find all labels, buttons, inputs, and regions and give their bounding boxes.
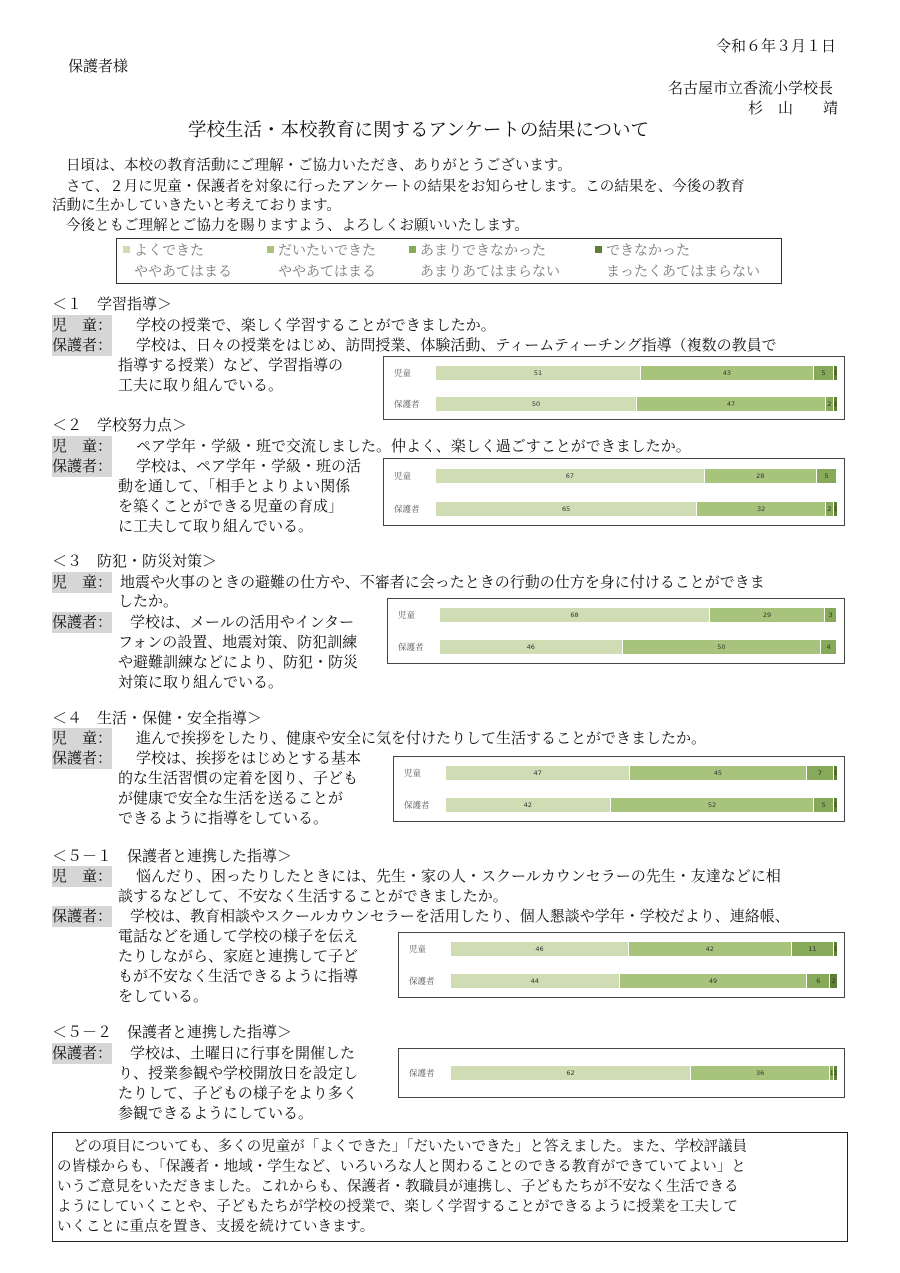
section-heading: ＜５－２ 保護者と連携した指導＞ xyxy=(52,1023,293,1041)
chart-bar-segment xyxy=(630,766,806,780)
legend-item xyxy=(409,262,560,282)
chart-bar-segment xyxy=(705,469,817,483)
parent-statement: フォンの設置、地震対策、防犯訓練 xyxy=(118,633,358,651)
parent-label: 保護者： xyxy=(52,1044,113,1062)
chart-category-label: 児童 xyxy=(398,611,416,621)
section-heading: ＜３ 防犯・防災対策＞ xyxy=(52,552,218,570)
chart-bar-segment xyxy=(834,766,838,780)
parent-statement: や避難訓練などにより、防犯・防災 xyxy=(118,653,359,671)
chart-data-label: 1 xyxy=(833,945,838,953)
chart-data-label: 43 xyxy=(722,368,732,377)
summary-line: どの項目についても、多くの児童が「よくできた」「だいたいできた」と答えました。また、学校評議員 xyxy=(73,1139,747,1155)
parent-statement: 参観できるようにしている。 xyxy=(118,1104,314,1122)
chart-category-label: 児童 xyxy=(394,471,412,482)
chart-data-label: 42 xyxy=(523,801,532,809)
legend-swatch xyxy=(267,246,274,253)
chart-data-label: 62 xyxy=(566,1069,575,1077)
chart-category-label: 児童 xyxy=(409,945,427,955)
parent-statement: 学校は、ペア学年・学級・班の活 xyxy=(136,457,362,475)
child-label: 児 童： xyxy=(52,316,113,334)
parent-statement: 学校は、挨拶をはじめとする基本 xyxy=(136,749,362,767)
parent-statement: が健康で安全な生活を送ることが xyxy=(118,789,344,807)
chart-data-label: 29 xyxy=(762,611,772,619)
chart-bar xyxy=(436,397,838,411)
chart-data-label: 1 xyxy=(833,399,838,408)
child-label: 児 童： xyxy=(52,867,113,885)
chart-bar xyxy=(436,502,838,516)
chart-data-label: 5 xyxy=(821,368,826,377)
chart-bar-segment xyxy=(691,1066,830,1080)
summary-line: ようにしていくことや、子どもたちが学校の授業で、楽しく学習することができるように授業を工夫して xyxy=(57,1199,738,1215)
chart-bar xyxy=(446,798,838,812)
survey-chart xyxy=(383,356,845,420)
chart-data-label: 1 xyxy=(829,1069,834,1077)
chart-bar-segment xyxy=(446,798,611,812)
parent-statement: たりして、子どもの様子をより多く xyxy=(118,1084,358,1102)
chart-bar-segment xyxy=(446,766,630,780)
chart-category-label: 保護者 xyxy=(394,399,420,410)
parent-statement: 学校は、メールの活用やインター xyxy=(130,613,355,631)
parent-statement: 的な生活習慣の定着を図り、子ども xyxy=(118,769,359,787)
chart-data-label: 50 xyxy=(717,643,726,651)
chart-bar-segment xyxy=(825,608,837,622)
chart-data-label: 51 xyxy=(533,368,543,377)
chart-data-label: 36 xyxy=(755,1069,765,1077)
survey-chart xyxy=(383,458,845,526)
parent-label: 保護者： xyxy=(52,907,113,925)
chart-data-label: 42 xyxy=(705,945,714,953)
intro-line: さて、２月に児童・保護者を対象に行ったアンケートの結果をお知らせします。この結果を、今後の教育 xyxy=(66,179,745,195)
chart-data-label: 52 xyxy=(707,801,717,809)
parent-statement: 工夫に取り組んでいる。 xyxy=(118,376,284,394)
parent-statement: もが不安なく生活できるように指導 xyxy=(118,967,359,985)
child-question: したか。 xyxy=(118,592,179,610)
chart-bar-segment xyxy=(834,397,838,411)
chart-bar xyxy=(451,1066,838,1080)
section-heading: ＜４ 生活・保健・安全指導＞ xyxy=(52,709,263,727)
chart-bar-segment xyxy=(807,766,834,780)
chart-data-label: 68 xyxy=(570,611,579,619)
chart-data-label: 28 xyxy=(756,471,765,480)
chart-bar-segment xyxy=(837,640,838,654)
chart-bar-segment xyxy=(821,640,837,654)
chart-category-label: 児童 xyxy=(394,368,412,379)
addressee: 保護者様 xyxy=(68,57,129,75)
chart-bar-segment xyxy=(834,366,838,380)
summary-line: いくことに重点を置き、支援を続けていきます。 xyxy=(57,1219,375,1235)
school-name: 名古屋市立香流小学校長 xyxy=(668,79,834,97)
child-label: 児 童： xyxy=(52,437,113,455)
survey-chart xyxy=(387,598,845,664)
survey-chart xyxy=(393,756,845,822)
child-question: ペア学年・学級・班で交流しました。仲よく、楽しく過ごすことができましたか。 xyxy=(136,437,691,455)
summary-line: の皆様からも、「保護者・地域・学生など、いろいろな人と関わることのできる教育ができていてよい」と xyxy=(57,1159,746,1175)
child-question: 学校の授業で、楽しく学習することができましたか。 xyxy=(136,316,496,334)
legend-swatch xyxy=(409,246,416,253)
chart-data-label: 47 xyxy=(533,769,542,777)
child-label: 児 童： xyxy=(52,729,113,747)
chart-bar xyxy=(451,942,838,956)
legend-item xyxy=(595,241,690,261)
chart-bar-segment xyxy=(451,942,629,956)
legend-item xyxy=(123,262,232,282)
intro-line: 今後ともご理解とご協力を賜りますよう、よろしくお願いいたします。 xyxy=(66,218,529,234)
page-title: 学校生活・本校教育に関するアンケートの結果について xyxy=(188,120,650,141)
chart-data-label: 45 xyxy=(713,769,723,777)
chart-data-label: 32 xyxy=(756,504,766,513)
chart-bar-segment xyxy=(451,1066,691,1080)
chart-bar-segment xyxy=(637,397,826,411)
chart-bar-segment xyxy=(436,469,705,483)
chart-bar-segment xyxy=(629,942,792,956)
chart-data-label: 7 xyxy=(817,769,822,777)
parent-label: 保護者： xyxy=(52,457,113,475)
chart-data-label: 1 xyxy=(833,504,838,513)
parent-statement: 指導する授業）など、学習指導の xyxy=(118,356,344,374)
survey-chart xyxy=(398,1048,845,1098)
chart-bar-segment xyxy=(436,397,637,411)
child-question: 地震や火事のときの避難の仕方や、不審者に会ったときの行動の仕方を身に付けることができま xyxy=(120,573,765,591)
chart-bar-segment xyxy=(807,974,830,988)
legend-label: よくできた xyxy=(134,243,204,259)
parent-statement: 学校は、教育相談やスクールカウンセラーを活用したり、個人懇談や学年・学校だより、連絡帳、 xyxy=(130,907,790,925)
chart-bar-segment xyxy=(440,640,623,654)
chart-category-label: 保護者 xyxy=(394,504,420,515)
parent-label: 保護者： xyxy=(52,749,113,767)
chart-bar-segment xyxy=(837,469,838,483)
chart-data-label: 1 xyxy=(833,368,838,377)
child-question: 進んで挨拶をしたり、健康や安全に気を付けたりして生活することができましたか。 xyxy=(136,729,707,747)
chart-bar-segment xyxy=(817,469,837,483)
child-label: 児 童： xyxy=(52,573,113,591)
chart-category-label: 保護者 xyxy=(409,1069,435,1079)
legend-item xyxy=(595,262,760,282)
chart-bar xyxy=(440,608,838,622)
chart-bar-segment xyxy=(710,608,825,622)
chart-category-label: 保護者 xyxy=(404,801,430,811)
parent-statement: 対策に取り組んでいる。 xyxy=(118,673,284,691)
chart-bar-segment xyxy=(641,366,814,380)
chart-data-label: 50 xyxy=(531,399,541,408)
intro-line: 活動に生かしていきたいと考えております。 xyxy=(52,198,341,214)
chart-bar-segment xyxy=(834,798,838,812)
parent-statement: に工夫して取り組んでいる。 xyxy=(118,517,314,535)
summary-box xyxy=(52,1132,848,1242)
parent-statement: を築くことができる児童の育成」 xyxy=(118,497,344,515)
parent-statement: 電話などを通して学校の様子を伝え xyxy=(118,927,359,945)
chart-bar-segment xyxy=(830,974,838,988)
parent-label: 保護者： xyxy=(52,613,113,631)
chart-data-label: 65 xyxy=(562,504,571,513)
chart-bar xyxy=(446,766,838,780)
legend-label: ややあてはまる xyxy=(278,264,376,280)
legend-label: できなかった xyxy=(606,243,690,259)
legend-item xyxy=(123,241,204,261)
chart-data-label: 49 xyxy=(708,977,718,985)
parent-label: 保護者： xyxy=(52,336,113,354)
chart-data-label: 5 xyxy=(821,801,826,809)
chart-data-label: 11 xyxy=(808,945,817,953)
chart-category-label: 児童 xyxy=(404,769,422,779)
legend-label: だいたいできた xyxy=(278,243,376,259)
parent-statement: をしている。 xyxy=(118,987,209,1005)
parent-statement: 学校は、土曜日に行事を開催した xyxy=(130,1044,356,1062)
chart-data-label: 67 xyxy=(565,471,574,480)
summary-line: いうご意見をいただきました。これからも、保護者・教職員が連携し、子どもたちが不安なく生活できる xyxy=(57,1179,739,1195)
chart-data-label: 44 xyxy=(530,977,539,985)
chart-bar-segment xyxy=(834,1066,838,1080)
section-heading: ＜５－１ 保護者と連携した指導＞ xyxy=(52,847,293,865)
chart-data-label: 47 xyxy=(726,399,736,408)
chart-bar-segment xyxy=(837,608,838,622)
chart-data-label: 1 xyxy=(833,769,838,777)
chart-data-label: 46 xyxy=(526,643,535,651)
legend-swatch xyxy=(123,246,130,253)
chart-data-label: 2 xyxy=(827,504,832,513)
chart-bar xyxy=(436,469,838,483)
child-question: 悩んだり、困ったりしたときには、先生・家の人・スクールカウンセラーの先生・友達などに相 xyxy=(136,867,781,885)
chart-data-label: 1 xyxy=(833,801,838,809)
chart-bar-segment xyxy=(697,502,826,516)
child-question: 談するなどして、不安なく生活することができましたか。 xyxy=(118,887,508,905)
chart-data-label: 6 xyxy=(816,977,821,985)
chart-bar-segment xyxy=(834,942,838,956)
chart-bar-segment xyxy=(436,502,697,516)
principal-name: 杉 山 靖 xyxy=(748,99,839,117)
chart-legend xyxy=(116,238,782,284)
chart-bar-segment xyxy=(814,798,834,812)
section-heading: ＜２ 学校努力点＞ xyxy=(52,416,188,434)
chart-bar-segment xyxy=(440,608,710,622)
chart-bar-segment xyxy=(611,798,815,812)
legend-label: まったくあてはまらない xyxy=(606,264,760,280)
chart-category-label: 保護者 xyxy=(409,977,435,987)
chart-bar-segment xyxy=(451,974,620,988)
legend-item xyxy=(409,241,546,261)
legend-label: ややあてはまる xyxy=(134,264,232,280)
chart-data-label: 5 xyxy=(824,471,829,480)
parent-statement: 動を通して、「相手とよりよい関係 xyxy=(118,477,351,495)
intro-line: 日頃は、本校の教育活動にご理解・ご協力いただき、ありがとうございます。 xyxy=(66,158,572,174)
chart-data-label: 3 xyxy=(828,611,833,619)
parent-statement: できるように指導をしている。 xyxy=(118,809,329,827)
parent-statement: たりしながら、家庭と連携して子ど xyxy=(118,947,359,965)
chart-data-label: 1 xyxy=(833,1069,838,1077)
chart-data-label: 4 xyxy=(826,643,831,651)
date: 令和６年３月１日 xyxy=(716,37,837,55)
chart-bar-segment xyxy=(792,942,838,956)
section-heading: ＜１ 学習指導＞ xyxy=(52,295,173,313)
chart-bar xyxy=(451,974,838,988)
legend-label: あまりできなかった xyxy=(420,243,546,259)
legend-item xyxy=(267,241,376,261)
chart-bar-segment xyxy=(814,366,834,380)
chart-data-label: 2 xyxy=(831,977,836,985)
chart-data-label: 2 xyxy=(827,399,832,408)
chart-bar-segment xyxy=(436,366,641,380)
parent-statement: 学校は、日々の授業をはじめ、訪問授業、体験活動、ティームティーチング指導（複数の教員で xyxy=(136,336,777,354)
chart-bar-segment xyxy=(834,502,838,516)
chart-data-label: 46 xyxy=(535,945,544,953)
chart-bar-segment xyxy=(623,640,822,654)
legend-swatch xyxy=(595,246,602,253)
survey-chart xyxy=(398,932,845,998)
chart-category-label: 保護者 xyxy=(398,643,424,653)
chart-bar-segment xyxy=(620,974,808,988)
chart-bar xyxy=(440,640,838,654)
chart-bar xyxy=(436,366,838,380)
legend-label: あまりあてはまらない xyxy=(420,264,560,280)
legend-item xyxy=(267,262,376,282)
parent-statement: り、授業参観や学校開放日を設定し xyxy=(118,1064,359,1082)
